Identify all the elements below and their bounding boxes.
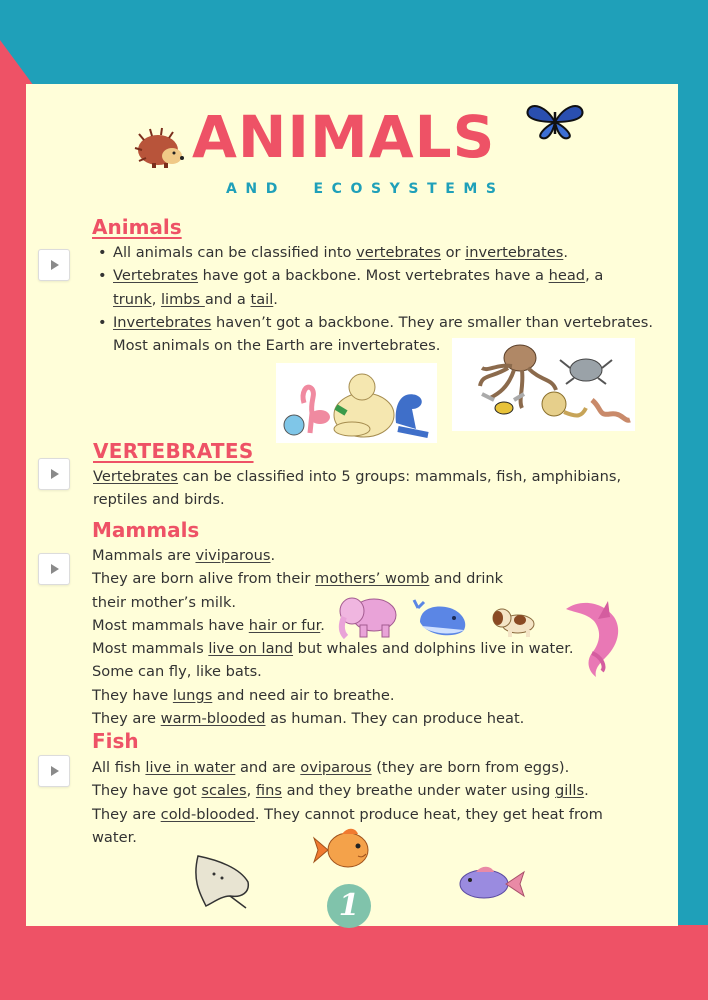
stingray-icon — [188, 852, 254, 910]
elephant-icon — [338, 593, 400, 639]
fish-text: All fish live in water and are oviparous (they are born from eggs). They have got scales, fins and they breathe under water using gills. They are cold-blooded. They cannot produce heat, they get heat from water. — [92, 759, 603, 846]
page-number-badge: 1 — [327, 884, 371, 928]
section-heading-mammals: Mammals — [92, 518, 200, 542]
list-item: • All animals can be classified into vertebrates or invertebrates. — [92, 241, 653, 264]
dog-icon — [488, 602, 540, 638]
play-button-fish[interactable] — [38, 755, 70, 787]
dolphin-icon — [562, 597, 628, 679]
vertebrates-text: Vertebrates can be classified into 5 groups: mammals, fish, amphibians, reptiles and birds. — [93, 468, 622, 509]
hedgehog-icon — [134, 128, 184, 170]
play-button-mammals[interactable] — [38, 553, 70, 585]
list-item: • Invertebrates haven’t got a backbone. They are smaller than vertebrates. Most animals on the Earth are invertebrates. — [92, 311, 653, 358]
section-heading-vertebrates: VERTEBRATES — [93, 439, 254, 463]
flamingo-bear-dinosaur-picture — [276, 363, 437, 443]
play-button-animals[interactable] — [38, 249, 70, 281]
page-subtitle: AND ECOSYSTEMS — [226, 181, 505, 197]
mammals-text: Mammals are viviparous. They are born alive from their mothers’ womb and drink their mother’s milk. Most mammals have hair or fur. Most mammals live on land but whales and dolphins live in water. Some can fly, like bats. They have lungs and need air to breathe. They are warm-blooded as human. They can produce heat. — [92, 547, 574, 728]
goldfish-icon — [314, 826, 374, 872]
whale-icon — [414, 598, 474, 638]
butterfly-icon — [526, 104, 584, 140]
purple-fish-icon — [458, 864, 526, 904]
play-button-vertebrates[interactable] — [38, 458, 70, 490]
invertebrates-picture — [452, 338, 635, 431]
list-item: • Vertebrates have got a backbone. Most vertebrates have a head, a trunk, limbs and a tail. — [92, 264, 653, 311]
page-title: ANIMALS — [192, 103, 496, 171]
section-heading-animals: Animals — [92, 215, 182, 239]
section-heading-fish: Fish — [92, 729, 139, 753]
